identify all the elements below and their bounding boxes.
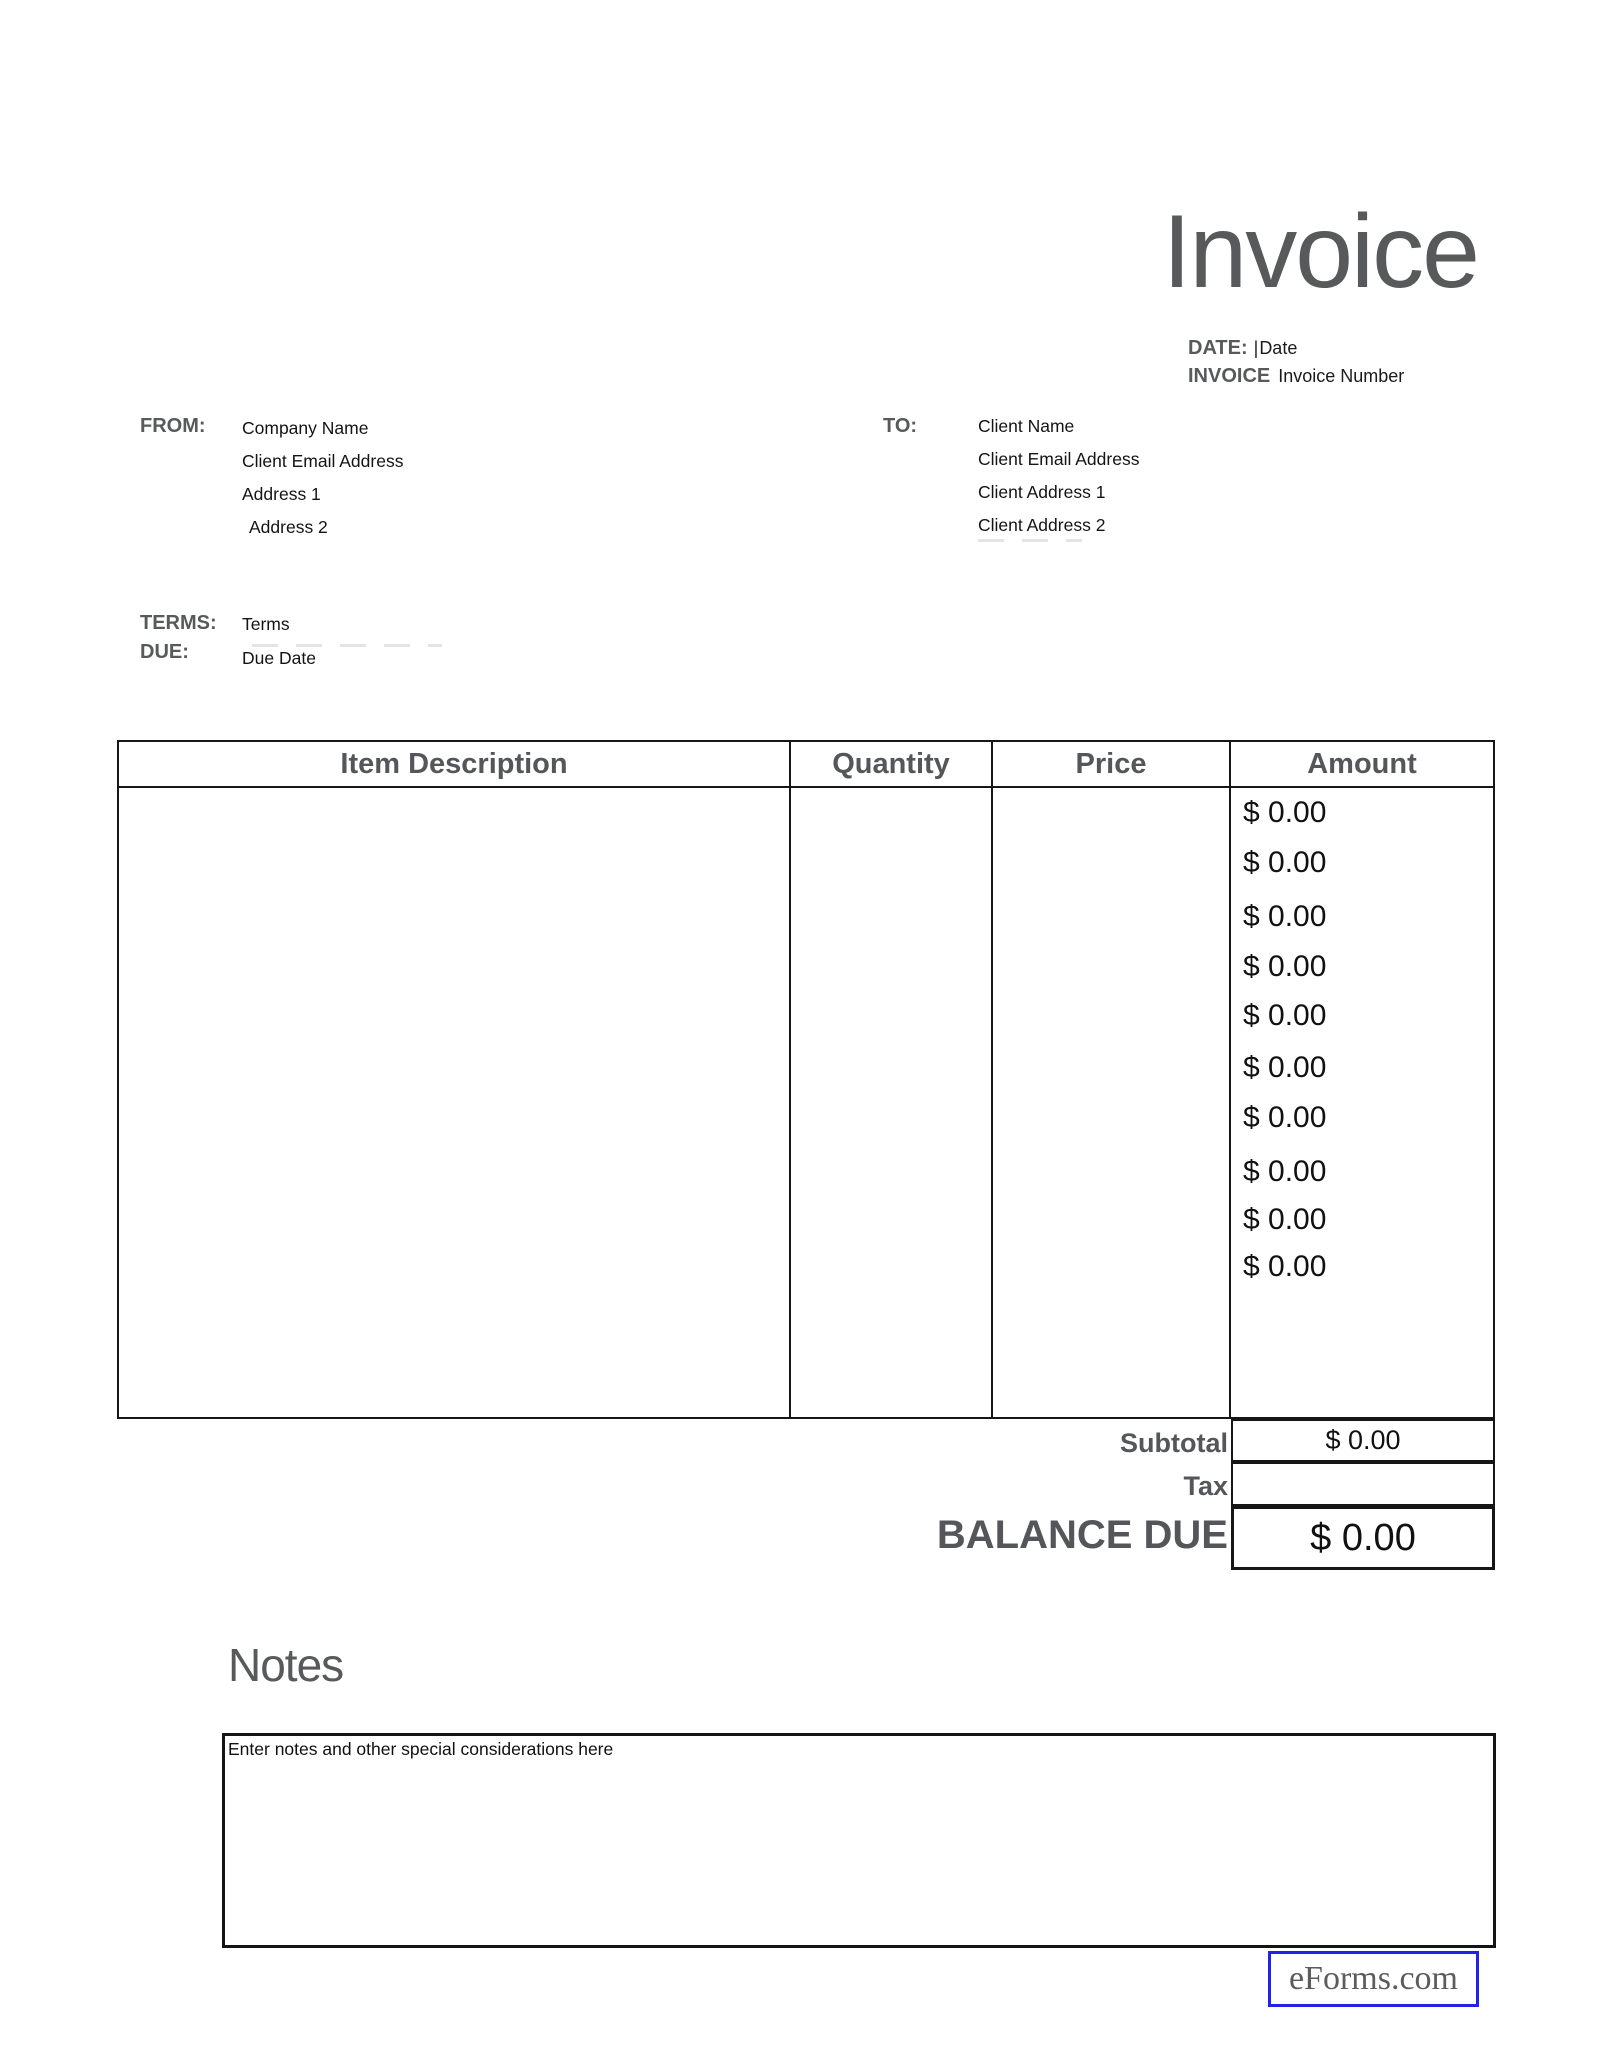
eforms-link[interactable]: eForms.com	[1268, 1951, 1479, 2007]
line-items-table	[117, 740, 1495, 1419]
company-name-field[interactable]: Company Name	[242, 418, 369, 438]
client-address2-field[interactable]: Client Address 2	[978, 515, 1106, 535]
date-row	[1188, 334, 1404, 362]
amount-value[interactable]: $ 0.00	[1243, 1203, 1327, 1236]
notes-heading: Notes	[228, 1639, 344, 1691]
balance-due-label: BALANCE DUE	[936, 1513, 1228, 1557]
from-address2-field[interactable]: Address 2	[249, 517, 328, 537]
due-label: DUE:	[140, 641, 189, 663]
date-field[interactable]: Date	[1259, 338, 1298, 358]
faded-placeholder-artifact	[252, 644, 442, 647]
from-address1-field[interactable]: Address 1	[242, 484, 321, 504]
terms-label: TERMS:	[140, 612, 217, 634]
amount-value[interactable]: $ 0.00	[1243, 796, 1327, 829]
subtotal-label: Subtotal	[1120, 1428, 1228, 1458]
text-cursor: |	[1253, 338, 1259, 358]
invoice-number-label: INVOICE	[1188, 365, 1271, 387]
amount-value[interactable]: $ 0.00	[1243, 1155, 1327, 1188]
column-header-amount: Amount	[1231, 742, 1493, 788]
from-label: FROM:	[140, 415, 206, 437]
amount-value[interactable]: $ 0.00	[1243, 1250, 1327, 1283]
from-address-block	[242, 412, 403, 544]
faded-placeholder-artifact	[978, 539, 1082, 542]
date-label: DATE:	[1188, 337, 1248, 359]
tax-label: Tax	[1183, 1471, 1228, 1501]
notes-placeholder: Enter notes and other special considerations here	[228, 1739, 614, 1759]
amount-value[interactable]: $ 0.00	[1243, 999, 1327, 1032]
item-description-cell[interactable]	[119, 788, 791, 1417]
page-title: Invoice	[1162, 194, 1478, 310]
amount-cell	[1231, 788, 1493, 1417]
from-email-field[interactable]: Client Email Address	[242, 451, 404, 471]
invoice-number-field[interactable]: Invoice Number	[1278, 366, 1405, 386]
subtotal-value-box[interactable]: $ 0.00	[1231, 1419, 1495, 1462]
balance-due-value-box[interactable]: $ 0.00	[1231, 1506, 1495, 1570]
amount-value[interactable]: $ 0.00	[1243, 950, 1327, 983]
client-name-field[interactable]: Client Name	[978, 416, 1075, 436]
tax-value-box[interactable]	[1231, 1462, 1495, 1506]
due-date-field[interactable]: Due Date	[242, 648, 316, 668]
amount-value[interactable]: $ 0.00	[1243, 900, 1327, 933]
invoice-meta	[1188, 334, 1404, 390]
client-email-field[interactable]: Client Email Address	[978, 449, 1140, 469]
column-header-price: Price	[993, 742, 1231, 788]
invoice-number-row	[1188, 362, 1404, 390]
amount-value[interactable]: $ 0.00	[1243, 1051, 1327, 1084]
price-cell[interactable]	[993, 788, 1231, 1417]
amount-value[interactable]: $ 0.00	[1243, 846, 1327, 879]
to-label: TO:	[883, 415, 918, 437]
notes-textarea[interactable]	[222, 1733, 1496, 1948]
to-address-block	[978, 410, 1139, 542]
column-header-item-description: Item Description	[119, 742, 791, 788]
terms-field[interactable]: Terms	[242, 614, 290, 634]
column-header-quantity: Quantity	[791, 742, 993, 788]
amount-value[interactable]: $ 0.00	[1243, 1101, 1327, 1134]
client-address1-field[interactable]: Client Address 1	[978, 482, 1106, 502]
quantity-cell[interactable]	[791, 788, 993, 1417]
